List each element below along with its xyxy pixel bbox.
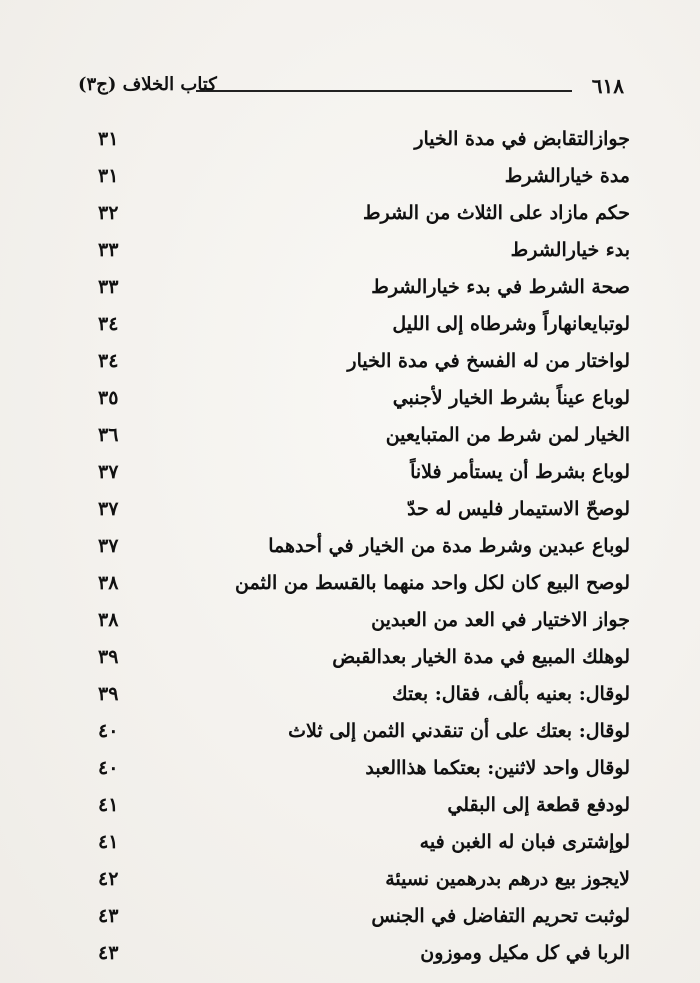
page-number: ٦١٨ — [591, 74, 624, 98]
toc-entry-title: لواختار من له الفسخ في مدة الخيار — [347, 350, 630, 372]
toc-entry-page: ٣٧ — [98, 498, 119, 520]
toc-entry-title: الخيار لمن شرط من المتبايعين — [385, 424, 630, 446]
toc-entry-page: ٣٧ — [98, 535, 119, 557]
toc-entry-page: ٤٠ — [98, 720, 119, 742]
toc-entry-page: ٣٣ — [98, 239, 119, 261]
toc-entry — [70, 713, 630, 750]
toc-entry-title: لوباع عبدين وشرط مدة من الخيار في أحدهما — [268, 535, 630, 557]
toc-entry-title: لوهلك المبيع في مدة الخيار بعدالقبض — [332, 646, 630, 668]
toc-entry-title: جوازالتقابض في مدة الخيار — [414, 128, 630, 150]
toc-entry — [70, 861, 630, 898]
toc-entry — [70, 676, 630, 713]
toc-entry — [70, 602, 630, 639]
toc-entry-page: ٣٧ — [98, 461, 119, 483]
toc-entry-page: ٤٠ — [98, 757, 119, 779]
toc-entry — [70, 417, 630, 454]
toc-entry — [70, 343, 630, 380]
toc-entry-title: حكم مازاد على الثلاث من الشرط — [362, 202, 630, 224]
toc-entry-page: ٤٢ — [98, 868, 119, 890]
toc-entry-title: لوصحّ الاستيمار فليس له حدّ — [407, 498, 630, 520]
book-title: كتاب الخلاف (ج٣) — [78, 74, 217, 95]
toc-entry — [70, 269, 630, 306]
toc-entry — [70, 528, 630, 565]
toc-entry-page: ٤٣ — [98, 905, 119, 927]
header-rule — [196, 90, 572, 92]
toc-entry — [70, 454, 630, 491]
toc-list — [70, 121, 630, 972]
toc-entry-page: ٣٦ — [98, 424, 119, 446]
toc-entry-title: صحة الشرط في بدء خيارالشرط — [371, 276, 630, 298]
toc-entry — [70, 639, 630, 676]
toc-entry — [70, 232, 630, 269]
toc-entry-title: لوإشترى فبان له الغبن فيه — [419, 831, 630, 853]
toc-entry-title: لوقال: بعتك على أن تنقدني الثمن إلى ثلاث — [288, 720, 630, 742]
toc-entry-title: لوصح البيع كان لكل واحد منهما بالقسط من الثمن — [235, 572, 630, 594]
toc-entry — [70, 565, 630, 602]
toc-entry — [70, 898, 630, 935]
toc-entry — [70, 491, 630, 528]
toc-entry-title: لودفع قطعة إلى البقلي — [447, 794, 630, 816]
toc-entry-page: ٣٤ — [98, 350, 119, 372]
toc-entry-page: ٣٤ — [98, 313, 119, 335]
toc-entry-title: لوتبايعانهاراً وشرطاه إلى الليل — [392, 313, 630, 335]
toc-entry-page: ٣٩ — [98, 646, 119, 668]
toc-entry-page: ٤١ — [98, 794, 119, 816]
page-header — [78, 68, 624, 108]
toc-entry-title: مدة خيارالشرط — [504, 165, 630, 187]
toc-entry — [70, 935, 630, 972]
toc-entry — [70, 306, 630, 343]
toc-entry-title: لايجوز بيع درهم بدرهمين نسيئة — [385, 868, 630, 890]
toc-entry — [70, 121, 630, 158]
toc-entry-title: لوباع عيناً بشرط الخيار لأجنبي — [392, 387, 630, 409]
toc-entry — [70, 195, 630, 232]
toc-entry-title: جواز الاختيار في العد من العبدين — [371, 609, 630, 631]
toc-entry-page: ٣٣ — [98, 276, 119, 298]
toc-entry-title: لوقال واحد لاثنين: بعتكما هذاالعبد — [365, 757, 630, 779]
toc-entry-page: ٣٢ — [98, 202, 119, 224]
toc-entry-title: لوقال: بعنيه بألف، فقال: بعتك — [391, 683, 630, 705]
toc-entry-page: ٣٨ — [98, 609, 119, 631]
toc-entry-title: لوباع بشرط أن يستأمر فلاناً — [410, 461, 630, 483]
toc-entry-page: ٣٩ — [98, 683, 119, 705]
toc-entry-page: ٣٨ — [98, 572, 119, 594]
toc-entry — [70, 380, 630, 417]
toc-entry — [70, 750, 630, 787]
toc-entry-title: بدء خيارالشرط — [510, 239, 630, 261]
toc-entry-page: ٣١ — [98, 165, 119, 187]
toc-entry — [70, 824, 630, 861]
toc-entry-page: ٤١ — [98, 831, 119, 853]
toc-entry — [70, 787, 630, 824]
toc-entry — [70, 158, 630, 195]
toc-entry-page: ٤٣ — [98, 942, 119, 964]
toc-entry-title: الربا في كل مكيل وموزون — [420, 942, 630, 964]
toc-entry-page: ٣١ — [98, 128, 119, 150]
toc-entry-page: ٣٥ — [98, 387, 119, 409]
toc-entry-title: لوثبت تحريم التفاضل في الجنس — [371, 905, 630, 927]
